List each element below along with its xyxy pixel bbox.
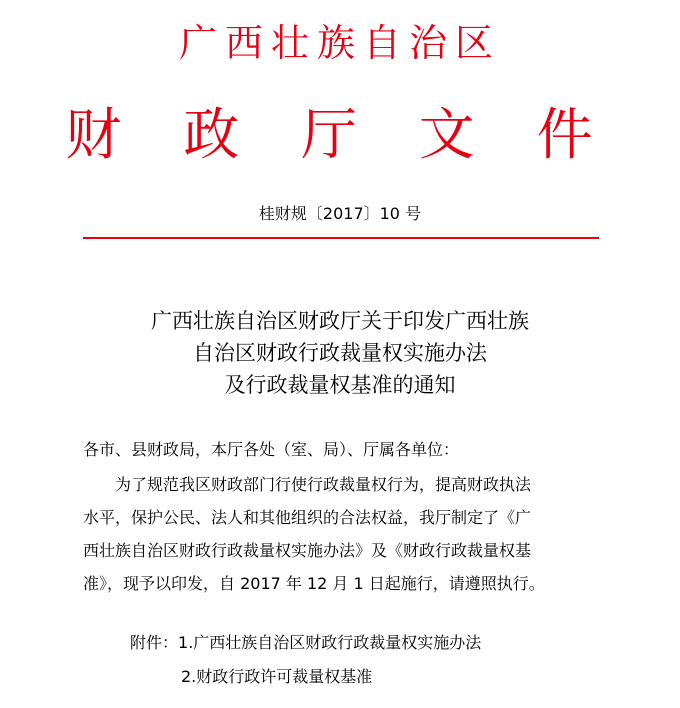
body-paragraph (83, 468, 599, 600)
paragraph-line: 水平，保护公民、法人和其他组织的合法权益，我厅制定了《广 (83, 508, 532, 527)
paragraph-line: 为了规范我区财政部门行使行政裁量权行为，提高财政执法 (83, 475, 532, 494)
document-number: 桂财规〔2017〕10 号 (258, 204, 422, 223)
title-line-3: 及行政裁量权基准的通知 (224, 373, 456, 397)
title-line-1: 广西壮族自治区财政厅关于印发广西壮族 (151, 309, 529, 333)
document-title (0, 305, 680, 401)
issuer-name: 广西壮族自治区 (178, 21, 501, 65)
paragraph-line: 准》，现予以印发，自 2017 年 12 月 1 日起施行，请遵照执行。 (83, 574, 545, 593)
document-type-heading: 财 政 厅 文 件 (65, 103, 615, 168)
addressee: 各市、县财政局，本厅各处（室、局）、厅属各单位： (83, 440, 460, 459)
attachment-item-1 (130, 632, 481, 654)
attachment-item-2: 2.财政行政许可裁量权基准 (181, 667, 373, 686)
red-divider (83, 237, 599, 239)
paragraph-line: 西壮族自治区财政行政裁量权实施办法》及《财政行政裁量权基 (83, 541, 532, 560)
attachment-prefix: 附件： (130, 633, 179, 652)
attachment-label-1: 1.广西壮族自治区财政行政裁量权实施办法 (178, 633, 482, 652)
title-line-2: 自治区财政行政裁量权实施办法 (193, 341, 487, 365)
